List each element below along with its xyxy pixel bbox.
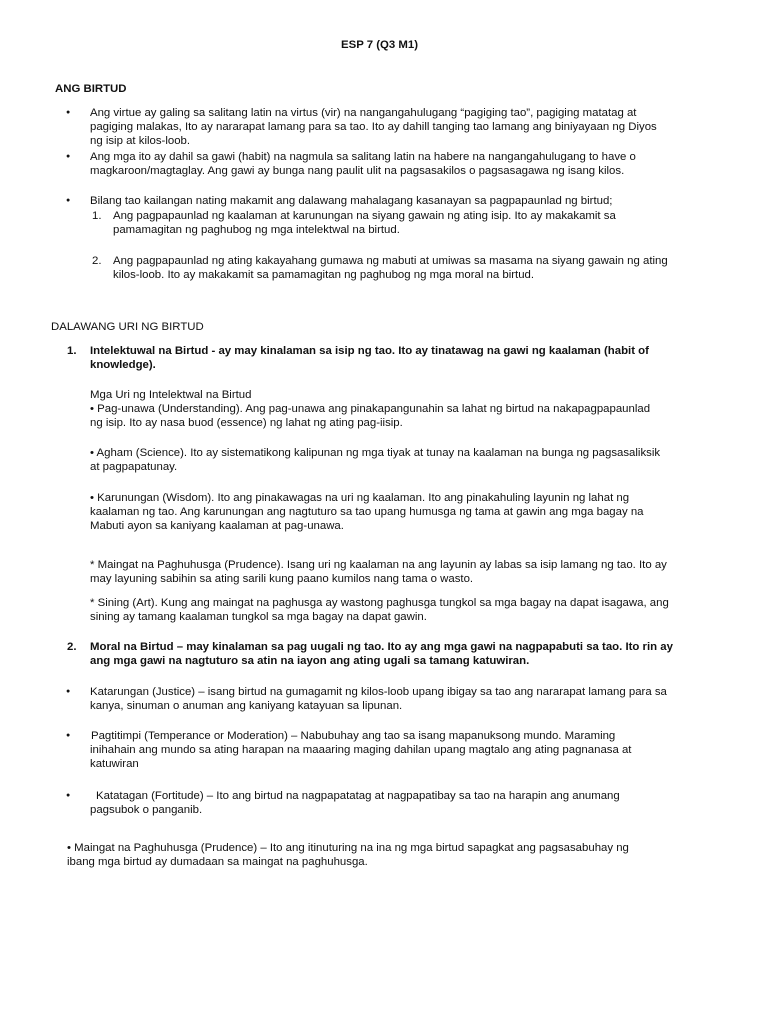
paragraph-line: * Maingat na Paghuhusga (Prudence). Isang uri ng kaalaman na ang layunin ay labas sa isip lamang ng tao. Ito ay xyxy=(90,559,667,571)
paragraph-line: katuwiran xyxy=(90,758,139,770)
paragraph-line: • Karunungan (Wisdom). Ito ang pinakawagas na uri ng kaalaman. Ito ang pinakahuling layunin ng lahat ng xyxy=(90,492,630,504)
paragraph-line: Ang virtue ay galing sa salitang latin na virtus (vir) na nangangahulugang “pagiging tao”, pagiging matatag at xyxy=(90,107,637,119)
paragraph-line: Moral na Birtud – may kinalaman sa pag uugali ng tao. Ito ay ang mga gawi na nagpapabuti sa tao. Ito rin ay xyxy=(90,641,673,653)
paragraph-line: Katatagan (Fortitude) – Ito ang birtud na nagpapatatag at nagpapatibay sa tao na harapin ang anumang xyxy=(96,790,620,802)
paragraph-line: Mabuti ayon sa kaniyang kaalaman at pag-unawa. xyxy=(90,520,344,532)
paragraph-line: Bilang tao kailangan nating makamit ang dalawang mahalagang kasanayan sa pagpapaunlad ng birtud; xyxy=(90,195,613,207)
list-number: 1. xyxy=(67,345,77,357)
paragraph-line: ibang mga birtud ay dumadaan sa maingat na paghuhusga. xyxy=(67,856,368,868)
paragraph-line: * Sining (Art). Kung ang maingat na paghusga ay wastong paghusga tungkol sa mga bagay na dapat isagawa, ang xyxy=(90,597,669,609)
paragraph-line: Katarungan (Justice) – isang birtud na gumagamit ng kilos-loob upang ibigay sa tao ang nararapat lamang para sa xyxy=(90,686,667,698)
paragraph-line: sining ay tamang kaalaman tungkol sa mga bagay na dapat gawin. xyxy=(90,611,427,623)
bullet-icon xyxy=(66,685,70,699)
paragraph-line: Ang pagpapaunlad ng ating kakayahang gumawa ng mabuti at umiwas sa masama na siyang gawain ng ating xyxy=(113,255,668,267)
paragraph-line: kaalaman ng tao. Ang karunungan ang nagtuturo sa tao upang humusga ng tama at gawin ang mga bagay na xyxy=(90,506,644,518)
bullet-icon xyxy=(66,194,70,208)
paragraph-line: ang mga gawi na nagtuturo sa atin na iayon ang ating ugali sa tamang katuwiran. xyxy=(90,655,530,667)
list-number: 2. xyxy=(67,641,77,653)
paragraph-line: Pagtitimpi (Temperance or Moderation) – Nabubuhay ang tao sa isang mapanuksong mundo. Maraming xyxy=(91,730,616,742)
paragraph-line: kanya, sinuman o anuman ang kaniyang katayuan sa lipunan. xyxy=(90,700,403,712)
page-title: ESP 7 (Q3 M1) xyxy=(341,39,419,51)
section-heading-ang-birtud: ANG BIRTUD xyxy=(55,83,127,95)
paragraph-line: ng isip at kilos-loob. xyxy=(90,135,191,147)
paragraph-line: inihahain ang mundo sa ating harapan na maaaring maging dahilan upang magtalo ang ating pagnanasa at xyxy=(90,744,632,756)
paragraph-line: pagiging malakas, Ito ay nararapat lamang para sa tao. Ito ay dahill tanging tao lamang ang biniyayaan ng Diyos xyxy=(90,121,657,133)
paragraph-line: magkaroon/magtaglay. Ang gawi ay bunga nang paulit ulit na pagsasakilos o pagsasagawa ng isang kilos. xyxy=(90,165,625,177)
paragraph-line: ng isip. Ito ay nasa buod (essence) ng lahat ng ating pag-iisip. xyxy=(90,417,403,429)
bullet-icon xyxy=(66,150,70,164)
list-number: 2. xyxy=(92,255,102,267)
paragraph-line: at pagpapatunay. xyxy=(90,461,178,473)
list-number: 1. xyxy=(92,210,102,222)
section-heading-dalawang-uri: DALAWANG URI NG BIRTUD xyxy=(51,321,204,333)
paragraph-line: knowledge). xyxy=(90,359,156,371)
bullet-icon xyxy=(66,789,70,803)
paragraph-line: Intelektuwal na Birtud - ay may kinalaman sa isip ng tao. Ito ay tinatawag na gawi ng kaalaman (habit of xyxy=(90,345,649,357)
paragraph-line: • Pag-unawa (Understanding). Ang pag-unawa ang pinakapangunahin sa lahat ng birtud na nakapagpapaunlad xyxy=(90,403,651,415)
paragraph-line: Ang mga ito ay dahil sa gawi (habit) na nagmula sa salitang latin na habere na nangangahulugang to have o xyxy=(90,151,636,163)
paragraph-line: • Agham (Science). Ito ay sistematikong kalipunan ng mga tiyak at tunay na kaalaman na bunga ng pagsasaliksik xyxy=(90,447,661,459)
paragraph-line: may layuning sabihin sa ating sarili kung paano kumilos nang tama o wasto. xyxy=(90,573,474,585)
bullet-icon xyxy=(66,729,70,743)
paragraph-line: pagsubok o panganib. xyxy=(90,804,203,816)
subheading-mga-uri: Mga Uri ng Intelektwal na Birtud xyxy=(90,389,252,401)
paragraph-line: kilos-loob. Ito ay makakamit sa pamamagitan ng paghubog ng mga moral na birtud. xyxy=(113,269,535,281)
paragraph-line: • Maingat na Paghuhusga (Prudence) – Ito ang itinuturing na ina ng mga birtud sapagkat ang pagsasabuhay ng xyxy=(67,842,629,854)
paragraph-line: Ang pagpapaunlad ng kaalaman at karunungan na siyang gawain ng ating isip. Ito ay makakamit sa xyxy=(113,210,616,222)
paragraph-line: pamamagitan ng paghubog ng mga intelektwal na birtud. xyxy=(113,224,400,236)
bullet-icon xyxy=(66,106,70,120)
